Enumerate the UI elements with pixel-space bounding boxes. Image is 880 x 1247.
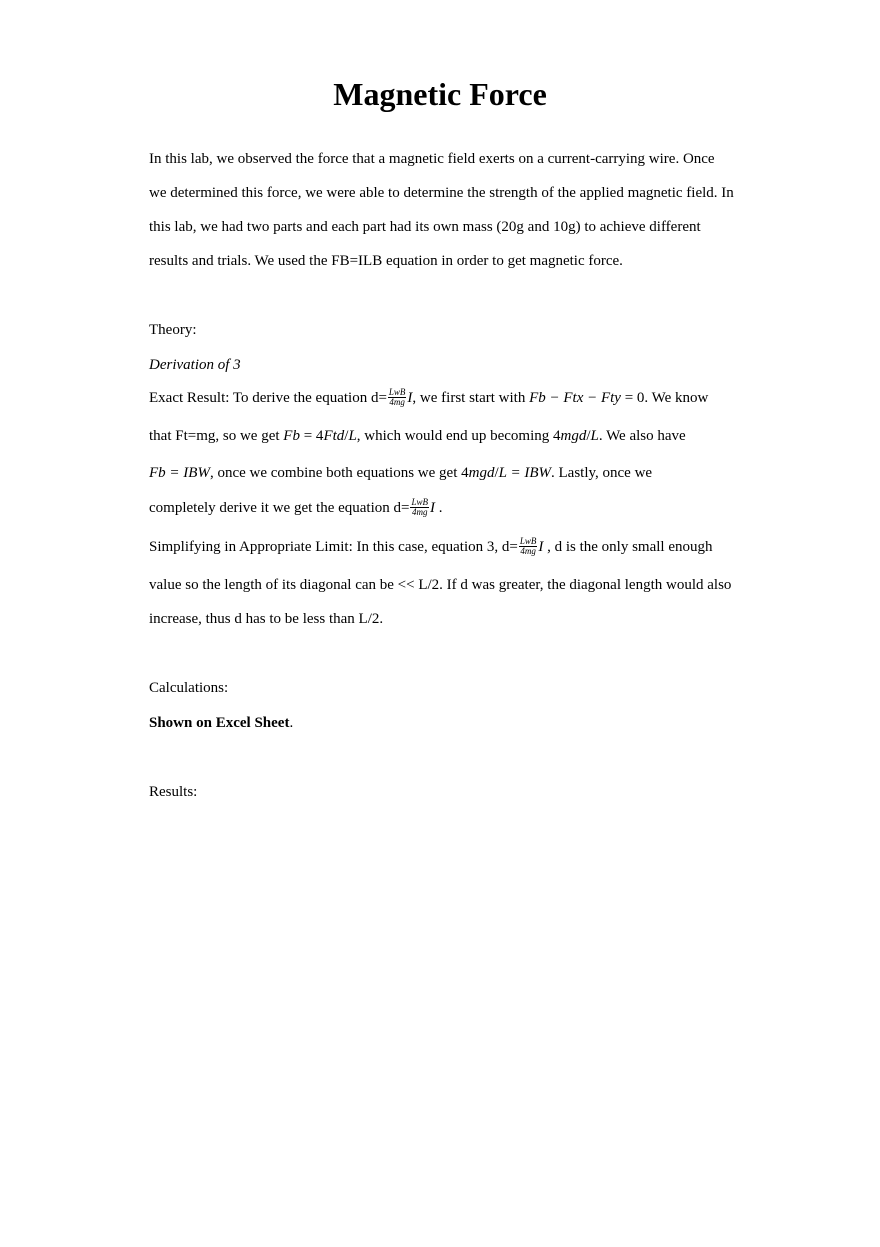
- fraction: [519, 537, 538, 556]
- simplify-text: Simplifying in Appropriate Limit: In this case, equation 3, d=: [149, 539, 518, 555]
- exact-result-line-4: [149, 498, 442, 518]
- calculations-period: .: [289, 715, 294, 731]
- exact-result-line-2: [149, 426, 686, 446]
- fraction-denominator: 4mg: [520, 546, 536, 557]
- intro-line-2: we determined this force, we were able to determine the strength of the applied magnetic field. In: [149, 185, 734, 201]
- fraction-numerator: LwB: [519, 536, 537, 547]
- equation-part: mgd: [560, 428, 587, 444]
- simplify-text: , d is the only small enough: [543, 539, 713, 555]
- variable-i: I: [429, 500, 435, 516]
- simplify-line-3: increase, thus d has to be less than L/2.: [149, 611, 384, 627]
- results-heading: Results:: [149, 784, 198, 800]
- equation-part: L = IBW: [498, 465, 551, 481]
- fraction-denominator: 4mg: [411, 507, 428, 518]
- equation-part: 4: [553, 428, 561, 444]
- equation-part: /: [586, 428, 591, 444]
- exact-text: Exact Result: To derive the equation d=: [149, 390, 387, 406]
- fraction-numerator: LwB: [411, 497, 428, 508]
- exact-text: that Ft=mg, so we get: [149, 428, 284, 444]
- calculations-note: [149, 713, 293, 733]
- exact-text: We know: [648, 390, 709, 406]
- theory-heading: Theory:: [149, 322, 197, 338]
- equation-part: L: [590, 428, 599, 444]
- simplify-line-2: value so the length of its diagonal can be << L/2. If d was greater, the diagonal length would also: [149, 577, 732, 593]
- equation-part: /: [344, 428, 349, 444]
- equation-part: 4: [461, 465, 469, 481]
- equation-part: Ftd: [323, 428, 345, 444]
- intro-line-3: this lab, we had two parts and each part had its own mass (20g and 10g) to achieve different: [149, 219, 701, 235]
- exact-text: .: [434, 500, 443, 516]
- fraction-numerator: LwB: [388, 387, 406, 398]
- variable-i: I: [407, 390, 413, 406]
- exact-text: completely derive it we get the equation d=: [149, 500, 410, 516]
- equation-forces: Fb − Ftx − Fty: [529, 390, 621, 406]
- equation-part: Fb: [283, 428, 300, 444]
- fraction-denominator: 4mg: [389, 397, 405, 408]
- intro-line-4: results and trials. We used the FB=ILB equation in order to get magnetic force.: [149, 253, 623, 269]
- fraction: [388, 388, 407, 407]
- exact-text: , once we combine both equations we get: [209, 465, 462, 481]
- calculations-heading: Calculations:: [149, 680, 229, 696]
- equation-part: L: [348, 428, 357, 444]
- equation-part: = 4: [299, 428, 324, 444]
- exact-text: . We also have: [598, 428, 686, 444]
- calculations-bold-text: Shown on Excel Sheet: [149, 715, 290, 731]
- equation-fb-ibw: Fb = IBW: [149, 465, 210, 481]
- fraction: [410, 498, 429, 517]
- exact-text: , which would end up becoming: [356, 428, 554, 444]
- intro-line-1: In this lab, we observed the force that a magnetic field exerts on a current-carrying wire. Once: [149, 151, 715, 167]
- exact-result-line-1: [149, 388, 708, 408]
- exact-text: , we first start with: [412, 390, 530, 406]
- exact-result-line-3: [149, 463, 652, 483]
- equation-tail: = 0.: [620, 390, 649, 406]
- simplify-line-1: [149, 537, 713, 557]
- equation-part: /: [494, 465, 499, 481]
- variable-i: I: [538, 539, 544, 555]
- equation-part: mgd: [468, 465, 495, 481]
- exact-text: . Lastly, once we: [551, 465, 653, 481]
- page-title: Magnetic Force: [333, 76, 547, 112]
- theory-subheading: Derivation of 3: [149, 357, 241, 373]
